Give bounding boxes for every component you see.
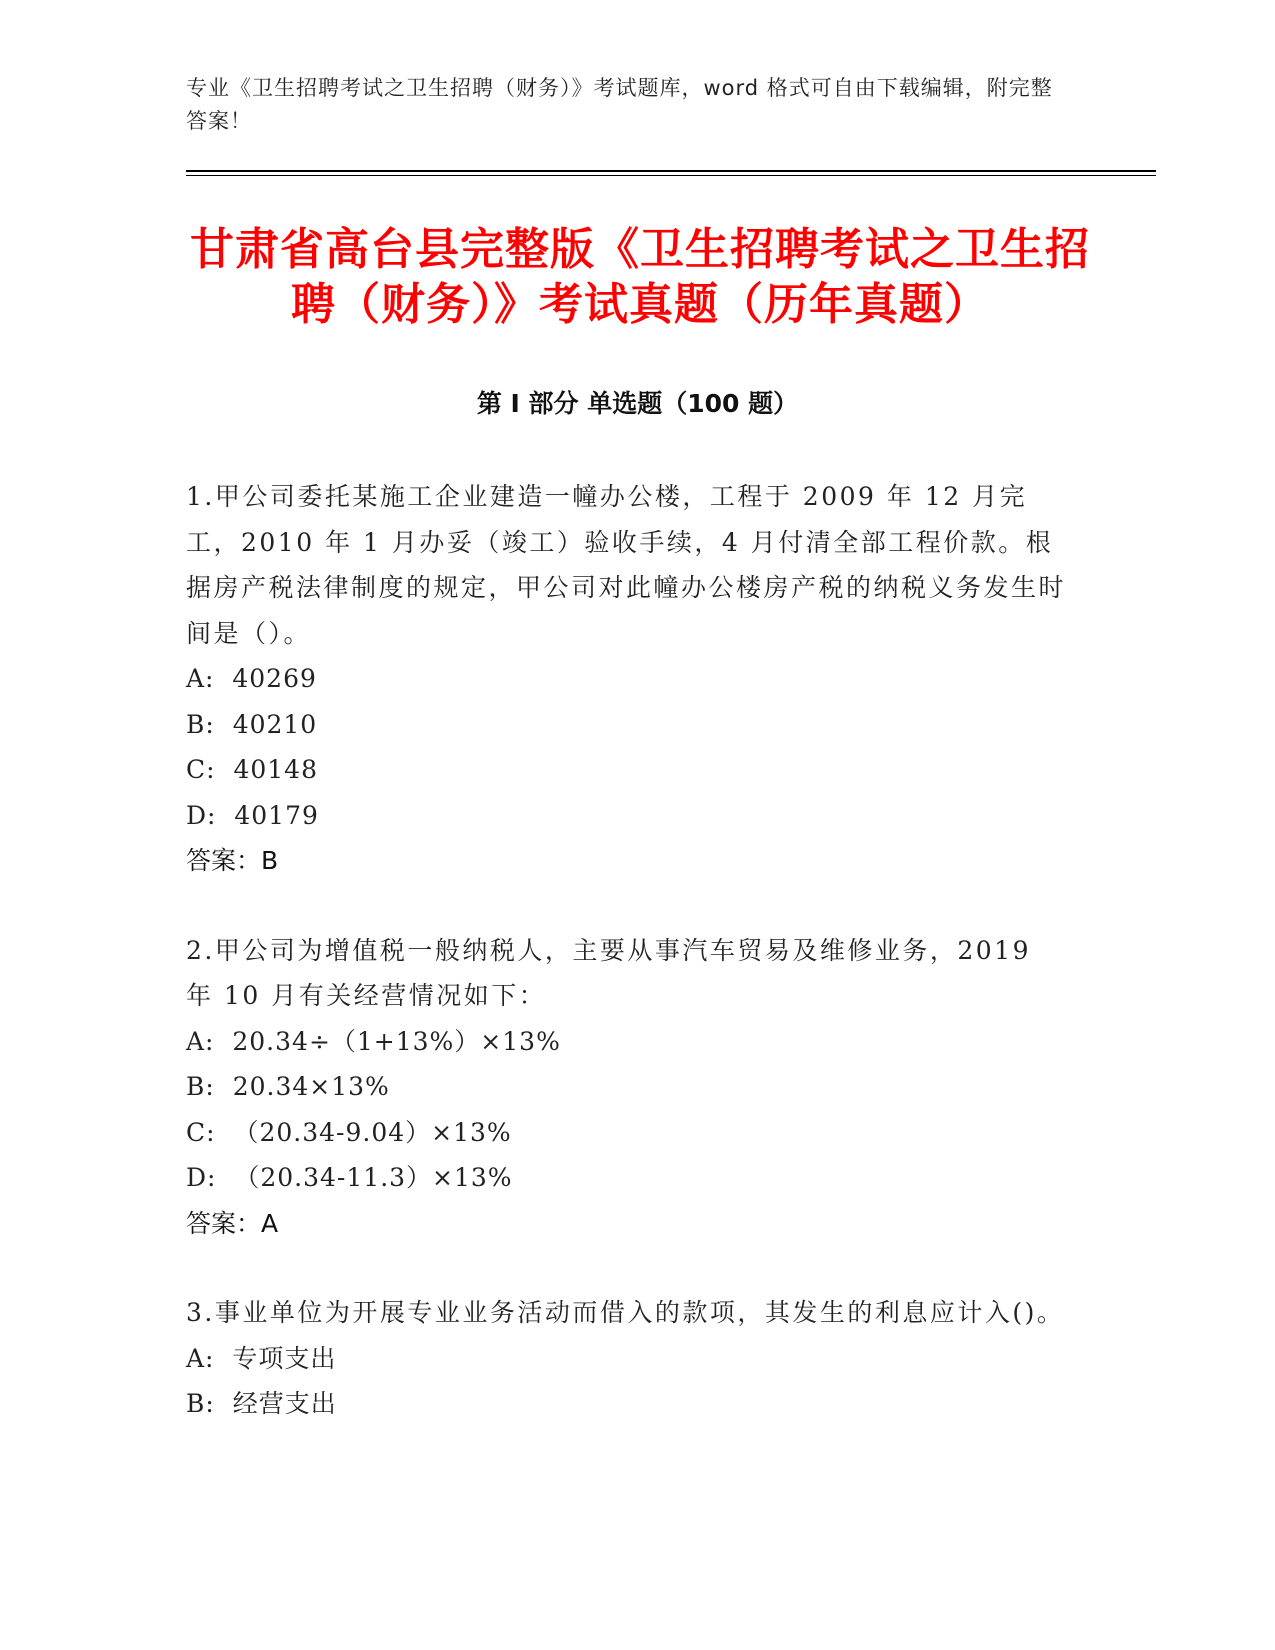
header-divider-thin xyxy=(186,175,1156,176)
question-option: C: （20.34-9.04）×13% xyxy=(186,1117,512,1147)
header-note: 专业《卫生招聘考试之卫生招聘（财务）》考试题库，word 格式可自由下载编辑，附完整答案！ xyxy=(186,76,1053,133)
question-list xyxy=(186,474,1066,1471)
question-answer: 答案：B xyxy=(186,846,279,875)
question-answer: 答案：A xyxy=(186,1208,279,1238)
section-heading: 第 I 部分 单选题（100 题） xyxy=(476,389,799,418)
question-item xyxy=(186,474,1066,884)
question-option: C: 40148 xyxy=(186,755,318,784)
question-option: D: 40179 xyxy=(186,800,319,830)
question-item xyxy=(186,928,1066,1247)
header-divider-thick xyxy=(186,170,1156,172)
document-title: 甘肃省高台县完整版《卫生招聘考试之卫生招聘（财务）》考试真题（历年真题） xyxy=(190,224,1090,330)
question-option: B: 40210 xyxy=(186,709,318,739)
question-option: B: 20.34×13% xyxy=(186,1072,390,1101)
question-option: A: 20.34÷（1+13%）×13% xyxy=(186,1026,561,1056)
question-option: A: 40269 xyxy=(186,664,317,693)
question-option: B: 经营支出 xyxy=(186,1389,337,1418)
question-stem: 1.甲公司委托某施工企业建造一幢办公楼，工程于 2009 年 12 月完工，2010 年 1 月办妥（竣工）验收手续，4 月付清全部工程价款。根据房产税法律制度的规定，甲公司对此幢办公楼房产税的纳税义务发生时间是（）。 xyxy=(186,482,1067,648)
question-item xyxy=(186,1290,1066,1427)
question-option: D: （20.34-11.3）×13% xyxy=(186,1163,513,1192)
question-stem: 3.事业单位为开展专业业务活动而借入的款项，其发生的利息应计入()。 xyxy=(186,1298,1065,1327)
question-option: A: 专项支出 xyxy=(186,1343,337,1373)
question-stem: 2.甲公司为增值税一般纳税人，主要从事汽车贸易及维修业务，2019 年 10 月有关经营情况如下： xyxy=(186,935,1031,1010)
